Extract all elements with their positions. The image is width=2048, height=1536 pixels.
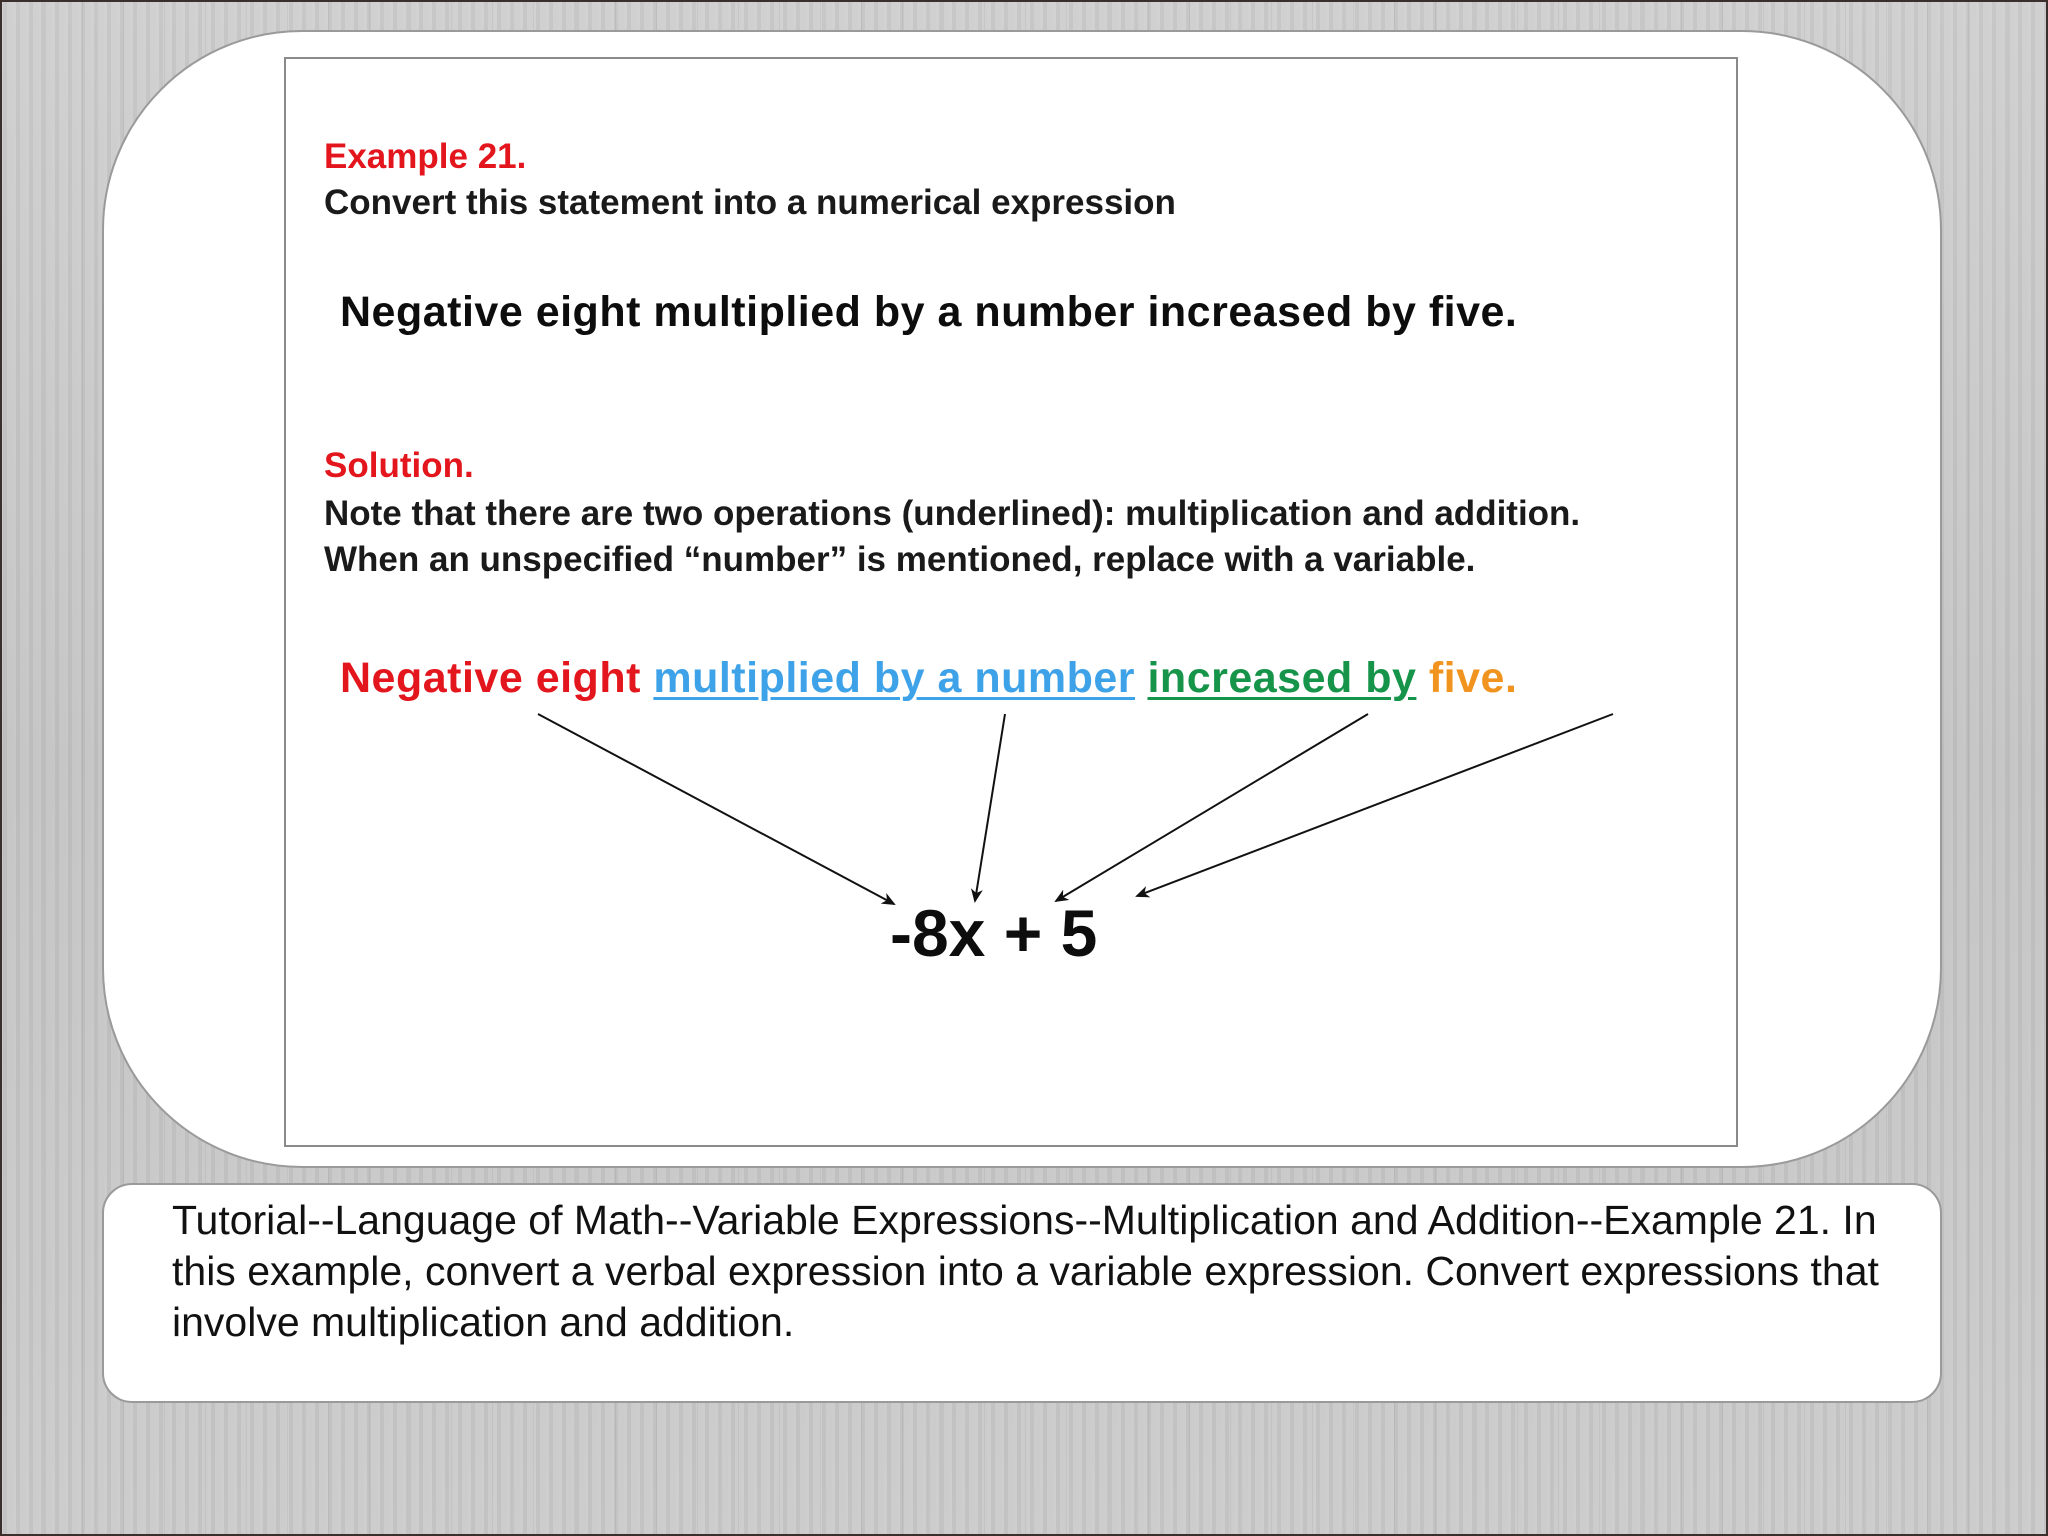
caption-text: Tutorial--Language of Math--Variable Expressions--Multiplication and Addition--Example 21. In this example, convert a verbal expression into a variable expression. Convert expressions that involve multiplication and addition. [172,1197,1879,1345]
caption-box [102,1183,1942,1403]
example-instruction: Convert this statement into a numerical expression [324,183,1176,222]
arrow-increased [1056,714,1368,901]
verbal-statement: Negative eight multiplied by a number increased by five. [340,288,1518,336]
mapping-arrows [286,59,1736,1145]
solution-title: Solution. [324,446,474,485]
slide-card [284,57,1738,1147]
part-five: five. [1428,654,1518,702]
answer-expression: -8x + 5 [890,896,1098,970]
arrow-negative-eight [538,714,894,904]
arrow-five [1137,714,1613,896]
part-increased-by: increased by [1147,654,1417,702]
part-negative-eight: Negative eight [340,654,641,702]
example-title: Example 21. [324,137,527,176]
arrow-multiplied [975,714,1005,901]
solution-body: Note that there are two operations (underlined): multiplication and addition. When an unspecified “number” is mentioned, replace with a variable. [324,494,1581,579]
part-multiplied-by-a-number: multiplied by a number [653,654,1136,702]
